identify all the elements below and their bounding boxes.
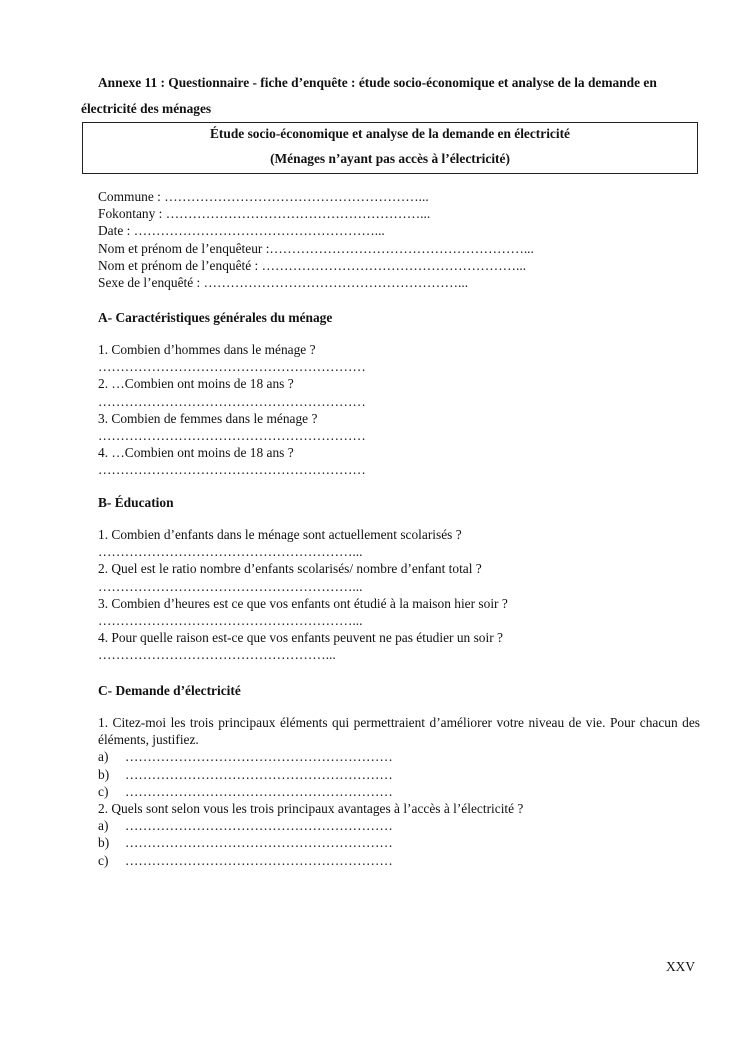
question-line: 4. …Combien ont moins de 18 ans ? bbox=[98, 445, 294, 461]
answer-line: …………………………………………………… bbox=[125, 835, 393, 851]
answer-line: …………………………………………………… bbox=[125, 783, 393, 799]
section-c-title: C- Demande d’électricité bbox=[98, 683, 241, 698]
item-letter: a) bbox=[98, 749, 109, 765]
page-number: XXV bbox=[666, 959, 696, 974]
answer-line: …………………………………………………… bbox=[125, 766, 393, 782]
answer-line: …………………………………………………... bbox=[98, 544, 363, 560]
answer-line: …………………………………………………… bbox=[98, 428, 366, 444]
field-enqueteur: Nom et prénom de l’enquêteur :…………………………………………………... bbox=[98, 240, 534, 256]
question-line: 2. …Combien ont moins de 18 ans ? bbox=[98, 376, 294, 392]
list-item bbox=[98, 766, 700, 783]
answer-line: …………………………………………………… bbox=[125, 818, 393, 834]
section-b-questions bbox=[98, 526, 700, 664]
info-fields bbox=[98, 188, 534, 291]
question-line: 1. Combien d’hommes dans le ménage ? bbox=[98, 342, 316, 357]
question-line: 3. Combien de femmes dans le ménage ? bbox=[98, 410, 318, 426]
question-1-text: 1. Citez-moi les trois principaux éléments qui permettraient d’améliorer votre niveau de vie. Pour chacun des éléments, justifiez. bbox=[98, 715, 700, 748]
list-item bbox=[98, 783, 700, 800]
annex-title: Annexe 11 : Questionnaire - fiche d’enquête : étude socio-économique et analyse de la demande en électricité des ménages bbox=[81, 75, 657, 116]
question-line: 4. Pour quelle raison est-ce que vos enfants peuvent ne pas étudier un soir ? bbox=[98, 630, 503, 646]
section-a-questions bbox=[98, 341, 700, 479]
item-letter: a) bbox=[98, 818, 109, 834]
section-b-title: B- Éducation bbox=[98, 495, 174, 510]
item-letter: c) bbox=[98, 852, 109, 868]
field-date: Date : ………………………………………………... bbox=[98, 223, 385, 239]
answer-line: …………………………………………………… bbox=[125, 749, 393, 765]
item-letter: c) bbox=[98, 783, 109, 799]
answer-line: …………………………………………………... bbox=[98, 578, 363, 594]
answer-line: …………………………………………………… bbox=[98, 359, 366, 375]
title-box bbox=[82, 122, 698, 174]
question-line: 1. Combien d’enfants dans le ménage sont actuellement scolarisés ? bbox=[98, 527, 462, 542]
question-line: 2. Quel est le ratio nombre d’enfants scolarisés/ nombre d’enfant total ? bbox=[98, 561, 482, 577]
question-2-text: 2. Quels sont selon vous les trois principaux avantages à l’accès à l’électricité ? bbox=[98, 801, 524, 817]
answer-line: …………………………………………………… bbox=[125, 852, 393, 868]
list-item bbox=[98, 748, 700, 765]
answer-line: …………………………………………………… bbox=[98, 462, 366, 478]
field-enquete: Nom et prénom de l’enquêté : …………………………………………………... bbox=[98, 257, 527, 273]
box-title-line-1: Étude socio-économique et analyse de la demande en électricité bbox=[210, 126, 570, 141]
list-item bbox=[98, 852, 700, 869]
answer-line: …………………………………………………… bbox=[98, 393, 366, 409]
field-sexe: Sexe de l’enquêté : …………………………………………………... bbox=[98, 275, 469, 291]
answer-line: ……………………………………………... bbox=[98, 647, 336, 663]
item-letter: b) bbox=[98, 835, 110, 851]
item-letter: b) bbox=[98, 766, 110, 782]
field-commune: Commune : …………………………………………………... bbox=[98, 189, 429, 204]
section-a-title: A- Caractéristiques générales du ménage bbox=[98, 310, 333, 325]
box-title-line-2: (Ménages n’ayant pas accès à l’électricité) bbox=[270, 151, 510, 166]
field-fokontany: Fokontany : …………………………………………………... bbox=[98, 206, 431, 222]
list-item bbox=[98, 817, 700, 834]
section-c-questions bbox=[98, 714, 700, 869]
answer-line: …………………………………………………... bbox=[98, 613, 363, 629]
question-line: 3. Combien d’heures est ce que vos enfants ont étudié à la maison hier soir ? bbox=[98, 595, 508, 611]
list-item bbox=[98, 834, 700, 851]
